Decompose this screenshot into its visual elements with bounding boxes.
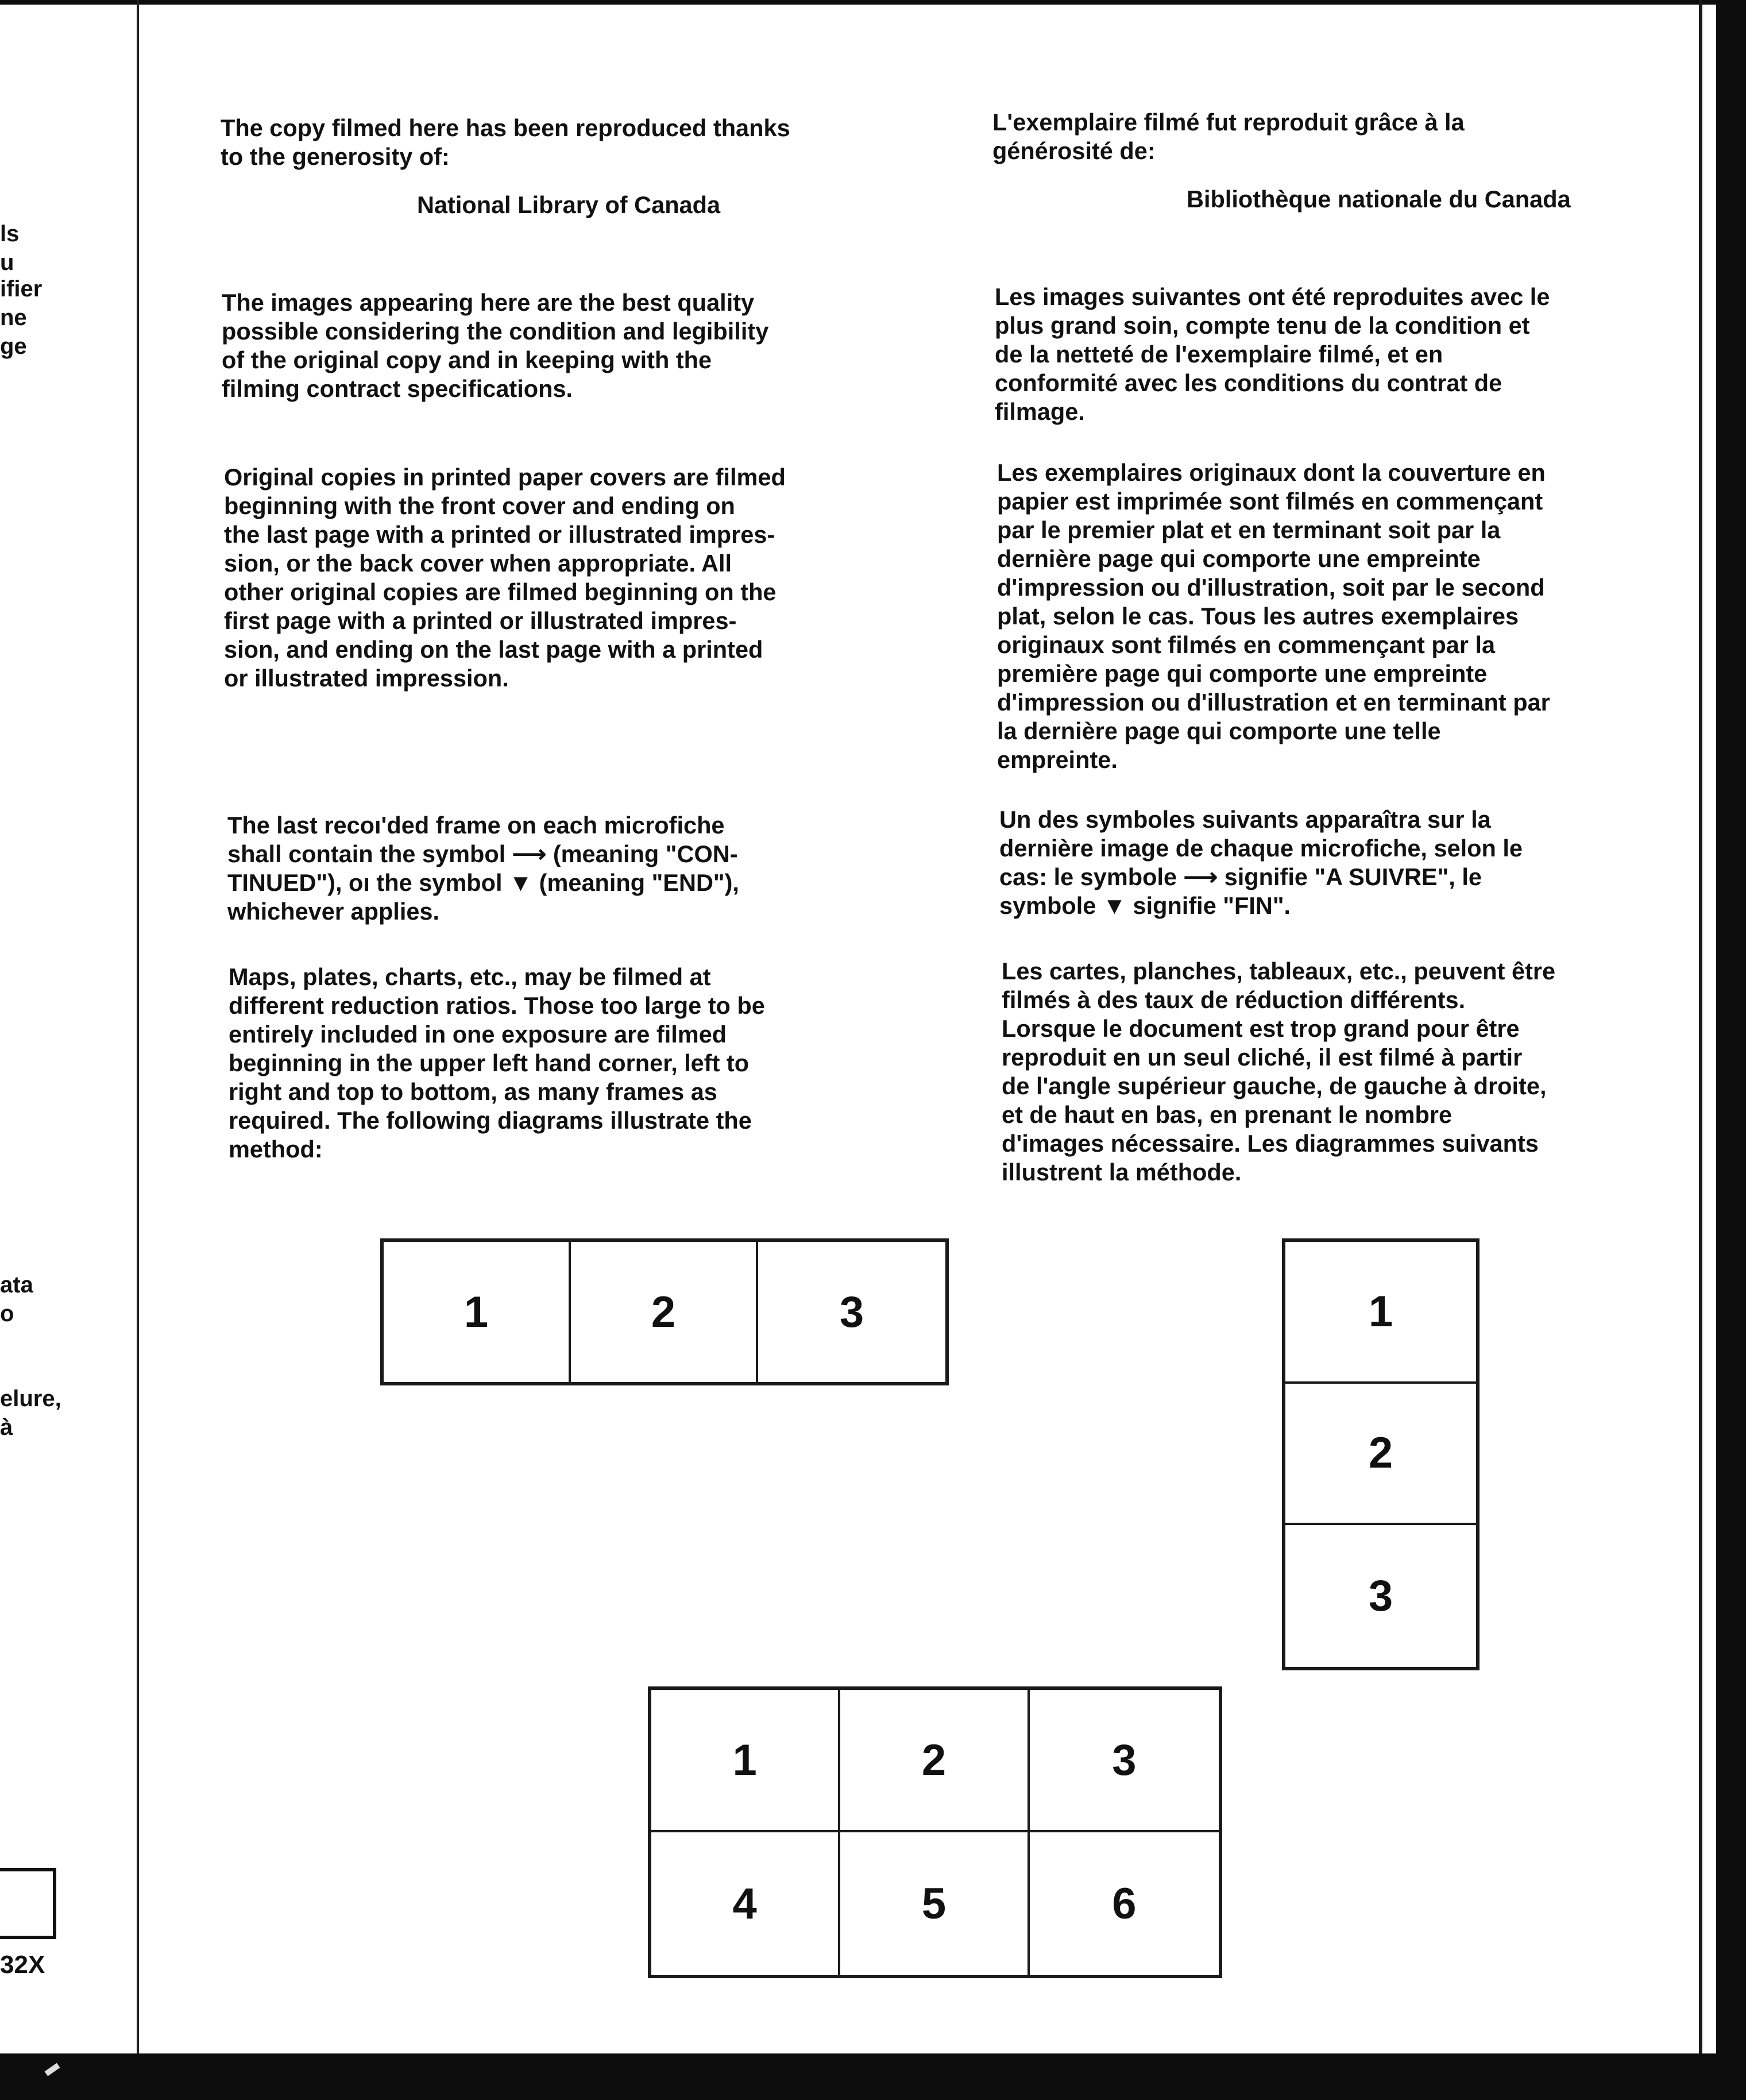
scan-right-edge <box>1716 0 1746 2100</box>
page-gutter-line <box>137 0 139 2053</box>
prev-fragment: ata <box>0 1272 33 1298</box>
frame-cell: 3 <box>1368 1572 1393 1621</box>
previous-page-gauge-box <box>0 1868 56 1939</box>
frame-cell: 3 <box>839 1287 864 1337</box>
french-quality-note: Les images suivantes ont été reproduites avec le plus grand soin, compte tenu de la condition et de la netteté de l'exemplaire filmé, et en conformité avec les conditions du contrat de filmage. <box>995 283 1550 425</box>
english-acknowledgement: The copy filmed here has been reproduced thanks to the generosity of: <box>221 114 790 170</box>
prev-fragment: ifier <box>0 276 43 302</box>
prev-fragment: à <box>0 1415 13 1440</box>
scan-top-edge <box>0 0 1746 5</box>
french-acknowledgement: L'exemplaire filmé fut reproduit grâce à la générosité de: <box>992 109 1465 164</box>
frame-cell: 2 <box>571 1242 758 1382</box>
previous-page-gauge-label: 32X <box>0 1951 45 1979</box>
frame-cell: 1 <box>384 1242 571 1382</box>
frame-cell: 2 <box>1285 1384 1476 1526</box>
french-library-name: Bibliothèque nationale du Canada <box>1187 186 1571 213</box>
frame-cell: 5 <box>840 1832 1029 1975</box>
english-library-name: National Library of Canada <box>417 191 721 218</box>
english-quality-note: The images appearing here are the best quality possible considering the condition and legibility of the original copy and in keeping with the filming contract specifications. <box>222 289 769 402</box>
prev-fragment: ne <box>0 305 27 330</box>
prev-fragment: ls <box>0 221 20 246</box>
diagram-horizontal-frames <box>380 1238 949 1385</box>
frame-cell: 3 <box>1030 1690 1219 1832</box>
prev-fragment: o <box>0 1301 14 1326</box>
english-filming-order: Original copies in printed paper covers are filmed beginning with the front cover and ending on the last page with a printed or illustrated impres- sion, or the back cover when appropriate. All other original copies are filmed beginning on the first page with a printed or illustrated impres- sion, and ending on the last page with a printed or illustrated impression. <box>224 464 786 692</box>
prev-fragment: ge <box>0 334 27 359</box>
prev-fragment: u <box>0 250 14 275</box>
scan-right-inner-edge <box>1699 0 1702 2053</box>
frame-cell: 4 <box>651 1832 840 1975</box>
frame-cell: 1 <box>651 1690 840 1832</box>
french-filming-order: Les exemplaires originaux dont la couverture en papier est imprimée sont filmés en commençant par le premier plat et en terminant soit par la dernière page qui comporte une empreinte d'impression ou d'illustration, soit par le second plat, selon le cas. Tous les autres exemplaires originaux sont filmés en commençant par la première page qui comporte une empreinte d'impression ou d'illustration et en terminant par la dernière page qui comporte une telle empreinte. <box>997 459 1550 773</box>
scan-bottom-edge <box>0 2053 1746 2100</box>
frame-cell: 1 <box>1285 1242 1476 1384</box>
diagram-vertical-frames <box>1282 1238 1480 1670</box>
french-maps-note: Les cartes, planches, tableaux, etc., peuvent être filmés à des taux de réduction différents. Lorsque le document est trop grand pour être reproduit en un seul cliché, il est filmé à partir de l'angle supérieur gauche, de gauche à droite, et de haut en bas, en prenant le nombre d'images nécessaire. Les diagrammes suivants illustrent la méthode. <box>1002 958 1556 1186</box>
english-symbols-note: The last recoı'ded frame on each microfiche shall contain the symbol ⟶ (meaning "CON- TINUED"), oı the symbol ▼ (meaning "END"), whichever applies. <box>227 812 739 925</box>
diagram-grid-frames <box>648 1686 1222 1978</box>
french-symbols-note: Un des symboles suivants apparaîtra sur la dernière image de chaque microfiche, selon le cas: le symbole ⟶ signifie "A SUIVRE", le symbole ▼ signifie "FIN". <box>999 806 1523 919</box>
prev-fragment: elure, <box>0 1386 61 1411</box>
frame-cell: 6 <box>1112 1879 1137 1928</box>
english-maps-note: Maps, plates, charts, etc., may be filmed at different reduction ratios. Those too large to be entirely included in one exposure are filmed beginning in the upper left hand corner, left to right and top to bottom, as many frames as required. The following diagrams illustrate the method: <box>229 963 765 1163</box>
frame-cell: 2 <box>840 1690 1029 1832</box>
